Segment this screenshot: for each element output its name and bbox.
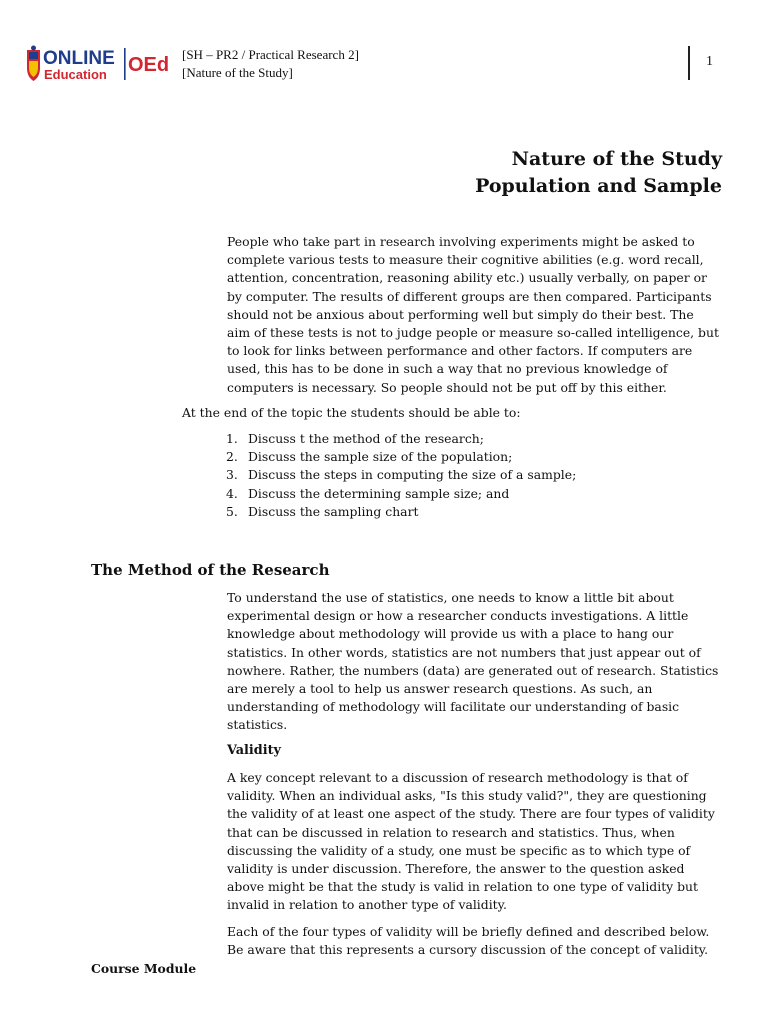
header-topic-line: [Nature of the Study] bbox=[182, 65, 293, 80]
intro-paragraph: People who take part in research involving experiments might be asked to complete various tests to measure their cognitive abilities (e.g. word recall, attention, concentration, reasoning ability etc.) usually verbally, on paper or by computer. The results of different groups are then compared. Participants should not be anxious about performing well but simply do their best. The aim of these tests is not to judge people or measure so-called intelligence, but to look for links between performance and other factors. If computers are used, this has to be done in such a way that no previous knowledge of computers is necessary. So people should not be put off by this either. bbox=[227, 234, 719, 395]
document-title bbox=[475, 146, 722, 200]
header-course-line: [SH – PR2 / Practical Research 2] bbox=[182, 47, 359, 62]
list-item-text: Discuss t the method of the research; bbox=[248, 431, 484, 446]
list-item bbox=[226, 430, 706, 448]
list-item bbox=[226, 503, 706, 521]
header-course-info bbox=[182, 46, 359, 82]
subheading-validity: Validity bbox=[227, 743, 281, 758]
method-paragraph: To understand the use of statistics, one needs to know a little bit about experimental design or how a researcher conducts investigations. A little knowledge about methodology will provide us with a place to hang our statistics. In other words, statistics are not numbers that just appear out of nowhere. Rather, the numbers (data) are generated out of research. Statistics are merely a tool to help us answer research questions. As such, an understanding of methodology will facilitate our understanding of basic statistics. bbox=[227, 590, 719, 733]
list-item bbox=[226, 485, 706, 503]
list-item-text: Discuss the sample size of the population; bbox=[248, 449, 513, 465]
list-item-text: Discuss the determining sample size; and bbox=[248, 485, 510, 501]
list-item bbox=[226, 466, 706, 484]
objectives-intro: At the end of the topic the students should be able to: bbox=[182, 405, 521, 420]
list-item-text: Discuss the sampling chart bbox=[248, 503, 419, 519]
list-item-number: 3. bbox=[226, 467, 238, 483]
list-item-number: 2. bbox=[226, 449, 238, 465]
page-header bbox=[24, 44, 744, 84]
objectives-list bbox=[226, 430, 706, 521]
title-line-2: Population and Sample bbox=[475, 175, 722, 197]
logo-wordmark-education: Education bbox=[44, 67, 107, 82]
page-number: 1 bbox=[706, 54, 713, 69]
list-item-text: Discuss the steps in computing the size of a sample; bbox=[248, 467, 577, 483]
list-item bbox=[226, 448, 706, 466]
header-divider bbox=[688, 46, 690, 80]
validity-paragraph: A key concept relevant to a discussion of research methodology is that of validity. When an individual asks, "Is this study valid?", they are questioning the validity of at least one aspect of the study. There are four types of validity that can be discussed in relation to research and statistics. Thus, when discussing the validity of a study, one must be specific as to which type of validity is under discussion. Therefore, the answer to the question asked above might be that the study is valid in relation to one type of validity but invalid in relation to another type of validity. bbox=[227, 770, 715, 913]
list-item-number: 1. bbox=[226, 431, 238, 446]
list-item-number: 5. bbox=[226, 503, 238, 519]
logo-mark-oed: OEd bbox=[128, 54, 170, 76]
logo-wordmark-online: ONLINE bbox=[43, 48, 115, 69]
section-heading-method: The Method of the Research bbox=[91, 561, 330, 579]
title-line-1: Nature of the Study bbox=[511, 148, 722, 170]
list-item-number: 4. bbox=[226, 485, 238, 501]
online-education-logo bbox=[24, 44, 174, 84]
closing-paragraph: Each of the four types of validity will be briefly defined and described below. Be aware that this represents a cursory discussion of the concept of validity. bbox=[227, 924, 710, 958]
footer-course-module: Course Module bbox=[91, 961, 197, 976]
